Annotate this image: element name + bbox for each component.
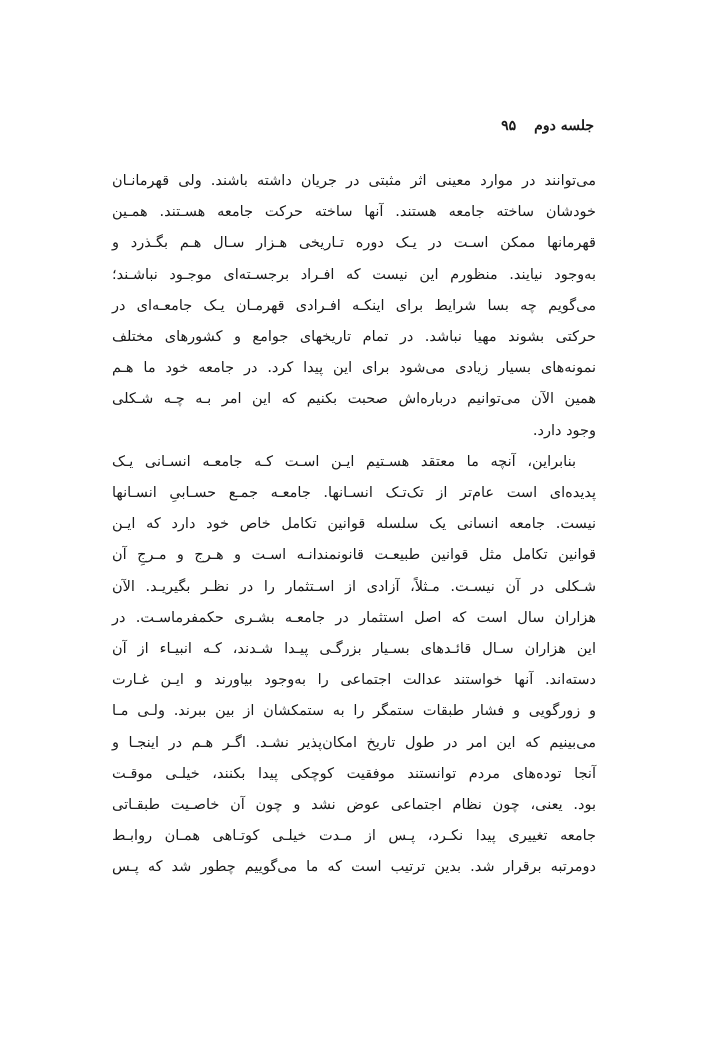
text-line: می‌بینیم که این امر در طول تاریخ امکان‌پذیر نشـد. اگـر هـم در اینجـا و [112,734,596,751]
running-header [501,118,594,134]
text-line: پدیده‌ای است عام‌تر از تک‌تـک انسـانها. جامعـه جمـع حسـابیِ انسـانها [112,485,596,502]
text-line: بنابراین، آنچه ما معتقد هسـتیم ایـن اسـت کـه جامعـه انسـانی یـک [112,453,576,470]
text-line: این هزاران سـال قائـدهای بسـیار بزرگـی پیـدا شـدند، کـه انبیـاء از آن [112,641,596,658]
text-line: خودشان ساخته جامعه هستند. آنها ساخته حرکت جامعه هسـتند. همـین [112,204,596,221]
text-line: و زورگویی و فشار طبقات ستمگر را به ستمکشان از بین ببرند. ولـی مـا [112,703,596,720]
paragraph-2 [112,447,596,884]
text-line: قوانین تکامل مثل قوانین طبیعـت قانونمندانـه اسـت و هـرج و مـرجِ آن [112,547,596,564]
text-line: می‌گویم چه بسا شرایط برای اینکـه افـرادی قهرمـان یـک جامعـه‌ای در [112,297,596,314]
text-line: نمونه‌های بسیار زیادی می‌شود برای این پیدا کرد. در جامعه خود ما هـم [112,360,596,377]
page-number: ۹۵ [501,118,517,134]
text-line: آنجا توده‌های مردم توانستند موفقیت کوچکی پیدا بکنند، خیلـی موقـت [112,765,596,782]
text-line: می‌توانند در موارد معینی اثر مثبتی در جریان داشته باشند. ولی قهرمانـان [112,173,596,189]
paragraph-1 [112,166,596,447]
text-line: هزاران سال است که اصل استثمار در جامعـه بشـری حکمفرماسـت. در [112,609,596,626]
text-line: بود. یعنی، چون نظام اجتماعی عوض نشد و چون آن خاصـیت طبقـاتی [112,797,596,814]
text-line: قهرمانها ممکن اسـت در یـک دوره تـاریخی هـزار سـال هـم بگـذرد و [112,235,596,252]
running-title: جلسه دوم [534,118,594,134]
text-line: جامعه تغییری پیدا نکـرد، پـس از مـدت خیلـی کوتـاهی همـان روابـط [112,828,596,845]
text-line: حرکتی بشوند مهیا نباشد. در تمام تاریخهای جوامع و کشورهای مختلف [112,329,596,346]
text-line: به‌وجود نیایند. منظورم این نیست که افـراد برجسـته‌ای موجـود نباشـند؛ [112,266,596,283]
text-line: دسته‌اند. آنها خواستند عدالت اجتماعی را به‌وجود بیاورند و ایـن غـارت [112,672,596,689]
text-line: دومرتبه برقرار شد. بدین ترتیب است که ما می‌گوییم چطور شد که پـس [112,859,596,876]
text-line: همین الآن می‌توانیم درباره‌اش صحبت بکنیم که این امر بـه چـه شـکلی [112,391,596,408]
body-text [112,166,596,884]
text-line: نیست. جامعه انسانی یک سلسله قوانین تکامل خاص خود دارد که ایـن [112,516,596,533]
text-line: وجود دارد. [532,422,596,439]
text-line: شـکلی در آن نیسـت. مـثلاً، آزادی از اسـتثمار را در نظـر بگیریـد. الآن [112,578,596,595]
